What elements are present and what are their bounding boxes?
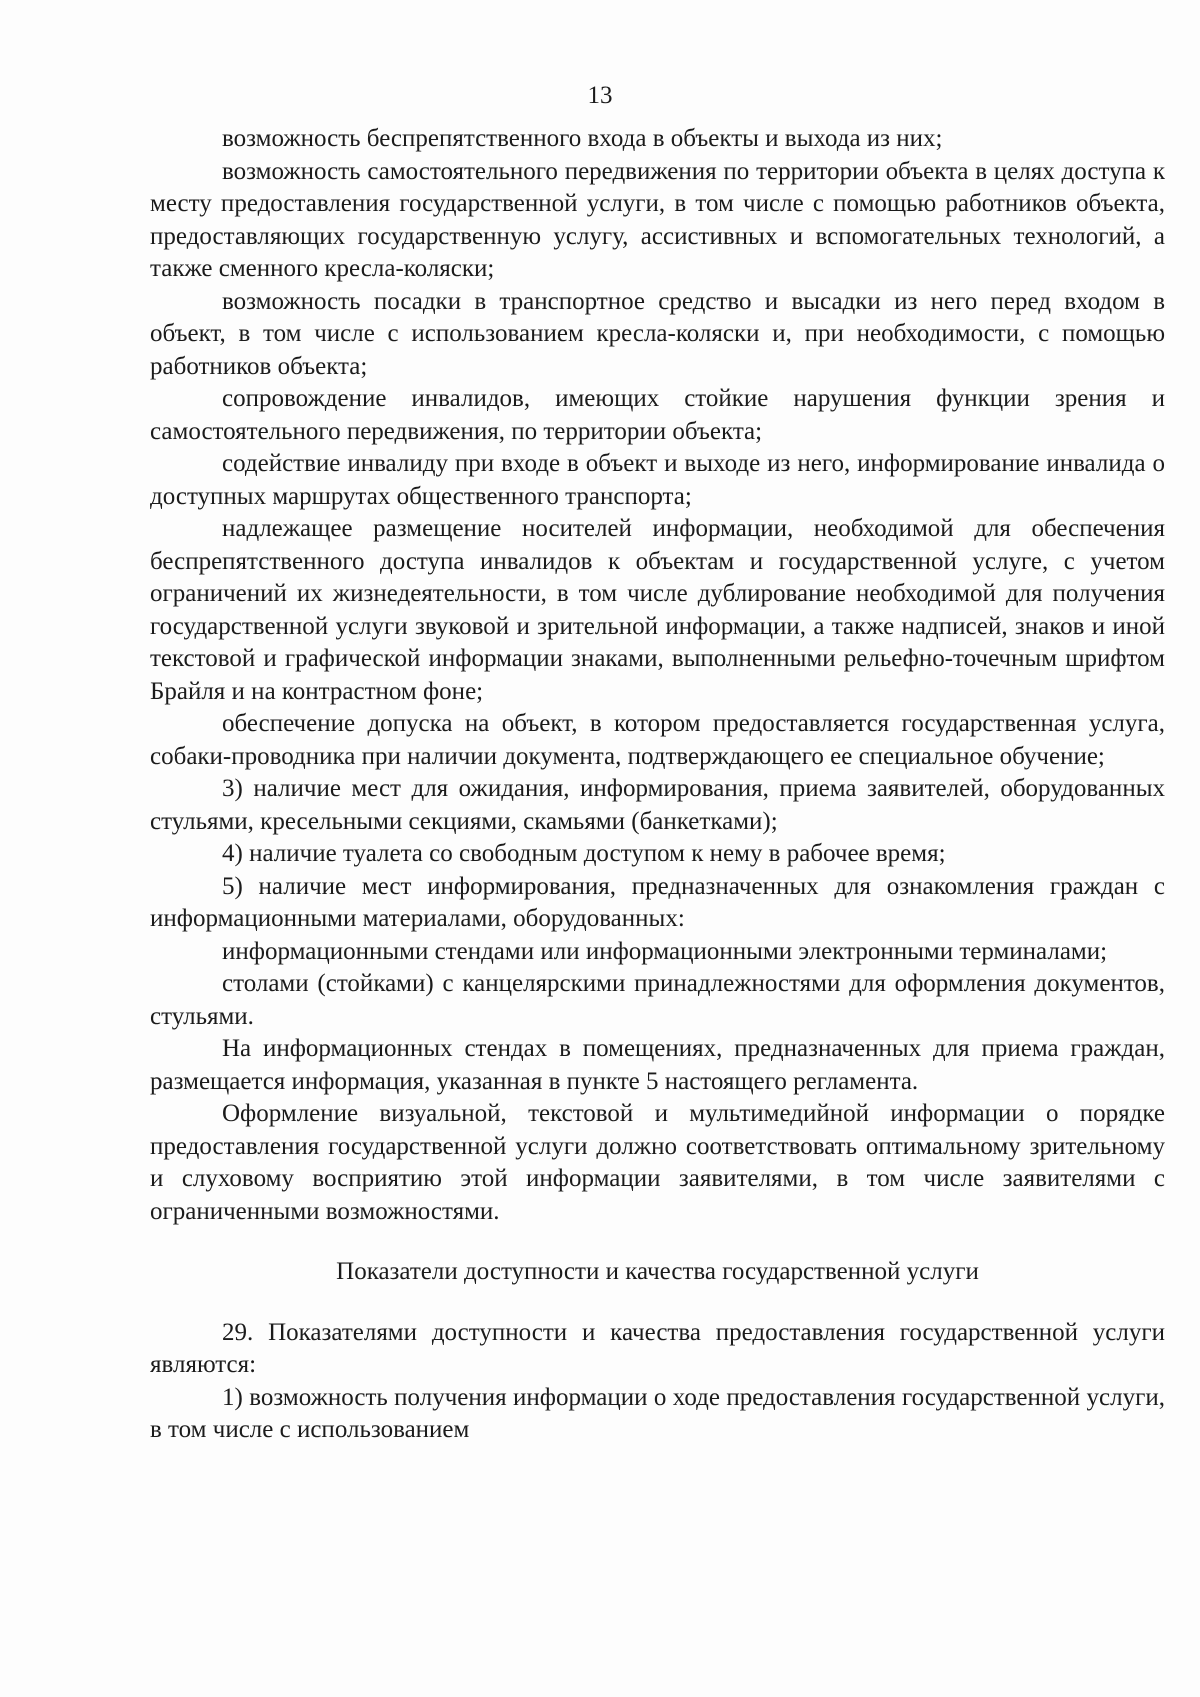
paragraph-item-5: 5) наличие мест информирования, предназначенных для ознакомления граждан с информационными материалами, оборудованных:	[150, 872, 1165, 932]
section-heading: Показатели доступности и качества государственной услуги	[336, 1258, 979, 1285]
page-number: 13	[587, 82, 613, 109]
paragraph-escort: сопровождение инвалидов, имеющих стойкие нарушения функции зрения и самостоятельного передвижения, по территории объекта;	[150, 385, 1165, 445]
paragraph-29-item-1: 1) возможность получения информации о ходе предоставления государственной услуги, в том числе с использованием	[150, 1383, 1165, 1443]
paragraph-assistance: содействие инвалиду при входе в объект и выходе из него, информирование инвалида о доступных маршрутах общественного транспорта;	[150, 450, 1165, 510]
paragraph-item-3: 3) наличие мест для ожидания, информирования, приема заявителей, оборудованных стульями, кресельными секциями, скамьями (банкетками);	[150, 775, 1165, 835]
paragraph-stands-terminals: информационными стендами или информационными электронными терминалами;	[222, 937, 1108, 965]
paragraph-information-placement: надлежащее размещение носителей информации, необходимой для обеспечения беспрепятственного доступа инвалидов к объектам и государственной услуге, с учетом ограничений их жизнедеятельности, в том числе дублирование необходимой для получения государственной услуги звуковой и зрительной информации, а также надписей, знаков и иной текстовой и графической информации знаками, выполненными рельефно-точечным шрифтом Брайля и на контрастном фоне;	[150, 515, 1165, 705]
paragraph-tables: столами (стойками) с канцелярскими принадлежностями для оформления документов, стульями.	[150, 970, 1165, 1030]
paragraph-29: 29. Показателями доступности и качества предоставления государственной услуги являются:	[150, 1318, 1165, 1378]
paragraph-guide-dog: обеспечение допуска на объект, в котором предоставляется государственная услуга, собаки-проводника при наличии документа, подтверждающего ее специальное обучение;	[150, 710, 1165, 770]
paragraph-vehicle-boarding: возможность посадки в транспортное средство и высадки из него перед входом в объект, в том числе с использованием кресла-коляски и, при необходимости, с помощью работников объекта;	[150, 287, 1165, 380]
paragraph-independent-movement: возможность самостоятельного передвижения по территории объекта в целях доступа к месту предоставления государственной услуги, в том числе с помощью работников объекта, предоставляющих государственную услугу, ассистивных и вспомогательных технологий, а также сменного кресла-коляски;	[150, 157, 1165, 282]
paragraph-entrance-exit: возможность беспрепятственного входа в объекты и выхода из них;	[222, 125, 943, 152]
paragraph-presentation: Оформление визуальной, текстовой и мультимедийной информации о порядке предоставления государственной услуги должно соответствовать оптимальному зрительному и слуховому восприятию этой информации заявителями, в том числе заявителями с ограниченными возможностями.	[150, 1100, 1165, 1225]
document-body	[150, 123, 1165, 1447]
paragraph-item-4: 4) наличие туалета со свободным доступом к нему в рабочее время;	[222, 840, 946, 867]
paragraph-information-stands: На информационных стендах в помещениях, предназначенных для приема граждан, размещается информация, указанная в пункте 5 настоящего регламента.	[150, 1035, 1165, 1095]
